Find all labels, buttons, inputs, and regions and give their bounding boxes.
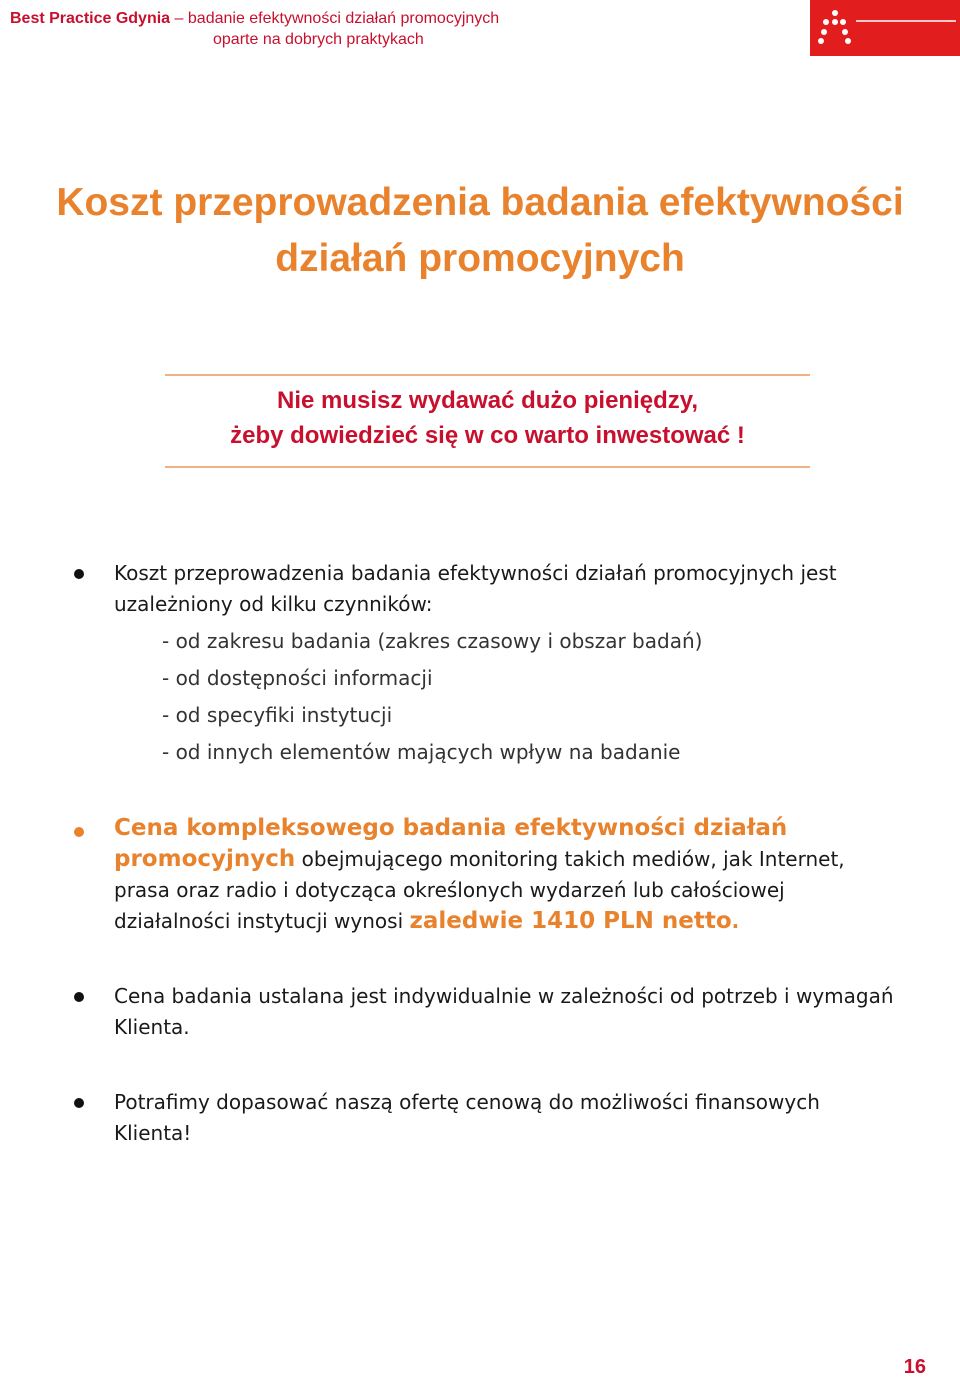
logo-dots-icon [810, 0, 960, 56]
logo [810, 0, 960, 56]
title-line1: Koszt przeprowadzenia badania efektywności [56, 181, 904, 224]
title-line2: działań promocyjnych [275, 237, 685, 280]
bullet-individual-price-text: Cena badania ustalana jest indywidualnie w zależności od potrzeb i wymagań Klienta. [114, 984, 894, 1039]
divider-top [165, 374, 810, 376]
price-highlight: Cena kompleksowego badania efektywności działań promocyjnych [114, 815, 788, 872]
tagline-line1: Nie musisz wydawać dużo pieniędzy, [277, 387, 698, 414]
price-end: . [731, 909, 740, 933]
factor-list [70, 623, 900, 771]
bullet-dot-icon [74, 992, 84, 1002]
header-dash: – [174, 10, 184, 27]
factor-item: - od specyfiki instytucji [162, 703, 393, 727]
bullet-offer-text: Potrafimy dopasować naszą ofertę cenową do możliwości finansowych Klienta! [114, 1090, 820, 1145]
price-description: obejmującego monitoring takich mediów, jak Internet, prasa oraz radio i dotycząca określonych wydarzeń lub całościowej działalności instytucji wynosi [114, 847, 845, 933]
page-number: 16 [903, 1356, 926, 1378]
bullet-list [70, 558, 900, 1149]
page-title [0, 175, 960, 287]
bullet-offer [70, 1087, 900, 1149]
sub-list-wrapper [70, 623, 900, 771]
header-subtitle-line1: badanie efektywności działań promocyjnych [187, 10, 500, 27]
factor-item: - od zakresu badania (zakres czasowy i obszar badań) [162, 629, 703, 653]
price-value: zaledwie 1410 PLN netto [409, 908, 732, 934]
tagline [165, 383, 810, 453]
bullet-dot-icon [74, 569, 84, 579]
divider-bottom [165, 466, 810, 468]
page-header [10, 8, 790, 50]
factor-item: - od dostępności informacji [162, 666, 433, 690]
header-subtitle-line2: oparte na dobrych praktykach [213, 31, 424, 48]
tagline-line2: żeby dowiedzieć się w co warto inwestować ! [230, 422, 745, 449]
bullet-dot-icon [74, 1098, 84, 1108]
bullet-cost-factors [70, 558, 900, 620]
bullet-cost-factors-text: Koszt przeprowadzenia badania efektywności działań promocyjnych jest uzależniony od kilku czynników: [114, 561, 837, 616]
factor-item: - od innych elementów mających wpływ na badanie [162, 740, 681, 764]
bullet-individual-price [70, 981, 900, 1043]
header-brand: Best Practice Gdynia [10, 10, 171, 27]
bullet-price [70, 813, 900, 937]
bullet-dot-icon [74, 827, 84, 837]
